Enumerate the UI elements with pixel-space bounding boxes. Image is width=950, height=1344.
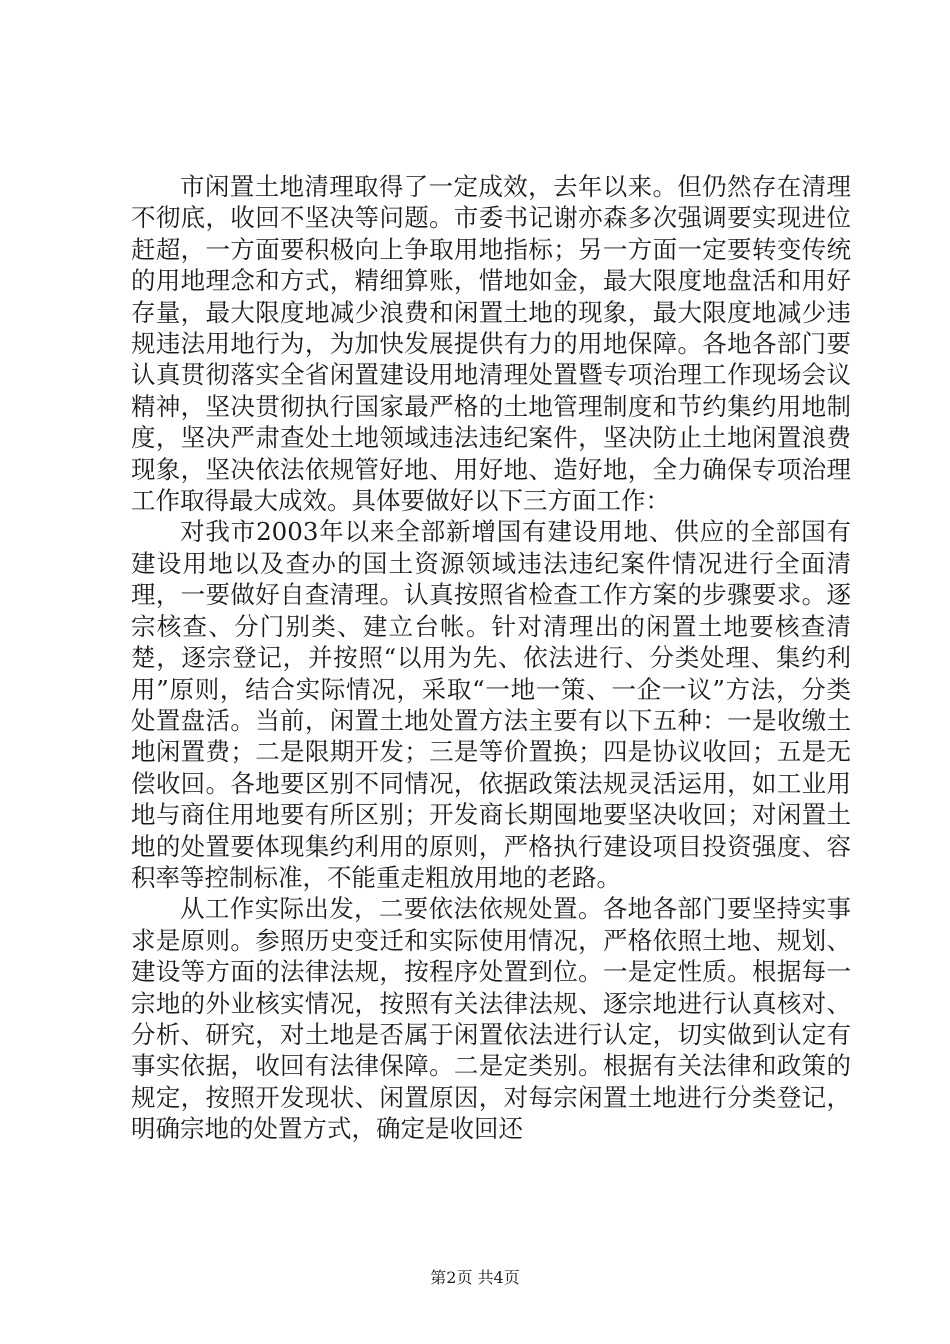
page-number-footer: 第2页 共4页 (430, 1268, 520, 1287)
paragraph-1: 市闲置土地清理取得了一定成效，去年以来。但仍然存在清理不彻底，收回不坚决等问题。市委书记谢亦森多次强调要实现进位赶超，一方面要积极向上争取用地指标；另一方面一定要转变传统的用地理念和方式，精细算账，惜地如金，最大限度地盘活和用好存量，最大限度地减少浪费和闲置土地的现象，最大限度地减少违规违法用地行为，为加快发展提供有力的用地保障。各地各部门要认真贯彻落实全省闲置建设用地清理处置暨专项治理工作现场会议精神，坚决贯彻执行国家最严格的土地管理制度和节约集约用地制度，坚决严肃查处土地领域违法违纪案件，坚决防止土地闲置浪费现象，坚决依法依规管好地、用好地、造好地，全力确保专项治理工作取得最大成效。具体要做好以下三方面工作： (131, 172, 851, 516)
paragraph-3: 从工作实际出发，二要依法依规处置。各地各部门要坚持实事求是原则。参照历史变迁和实际使用情况，严格依照土地、规划、建设等方面的法律法规，按程序处置到位。一是定性质。根据每一宗地的外业核实情况，按照有关法律法规、逐宗地进行认真核对、分析、研究，对土地是否属于闲置依法进行认定，切实做到认定有事实依据，收回有法律保障。二是定类别。根据有关法律和政策的规定，按照开发现状、闲置原因，对每宗闲置土地进行分类登记，明确宗地的处置方式，确定是收回还 (131, 894, 851, 1144)
document-body (131, 171, 851, 1145)
paragraph-2: 对我市2003年以来全部新增国有建设用地、供应的全部国有建设用地以及查办的国土资源领域违法违纪案件情况进行全面清理，一要做好自查清理。认真按照省检查工作方案的步骤要求。逐宗核查、分门别类、建立台帐。针对清理出的闲置土地要核查清楚，逐宗登记，并按照“以用为先、依法进行、分类处理、集约利用”原则，结合实际情况，采取“一地一策、一企一议”方法，分类处置盘活。当前，闲置土地处置方法主要有以下五种：一是收缴土地闲置费；二是限期开发；三是等价置换；四是协议收回；五是无偿收回。各地要区别不同情况，依据政策法规灵活运用，如工业用地与商住用地要有所区别；开发商长期囤地要坚决收回；对闲置土地的处置要体现集约利用的原则，严格执行建设项目投资强度、容积率等控制标准，不能重走粗放用地的老路。 (131, 517, 851, 892)
